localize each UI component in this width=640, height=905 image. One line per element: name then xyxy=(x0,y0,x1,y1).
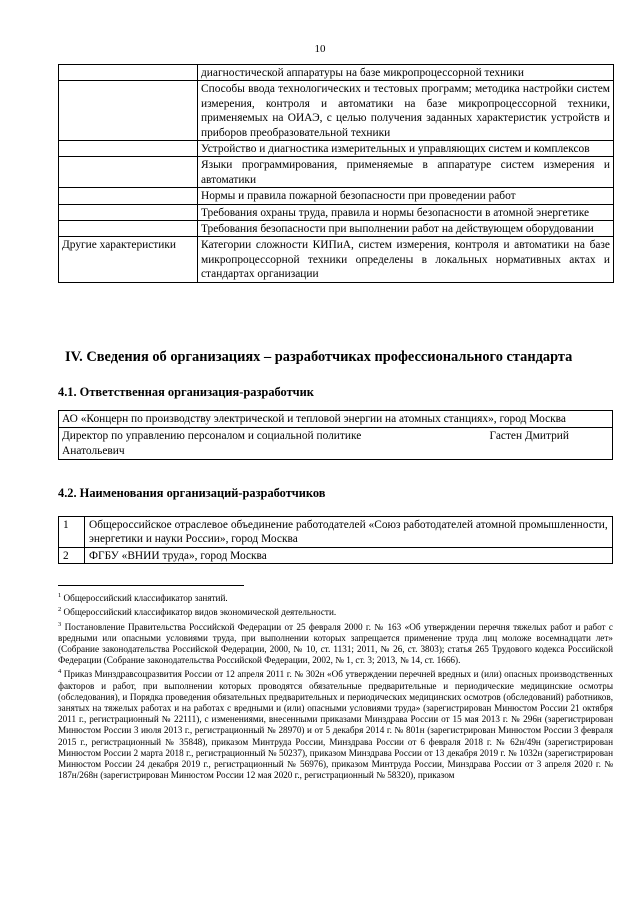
footnote xyxy=(58,604,613,618)
table-row xyxy=(59,65,614,81)
footnotes xyxy=(58,590,613,782)
table-cell-label xyxy=(59,188,198,204)
footnote-text: Общероссийский классификатор видов экономической деятельности. xyxy=(63,607,337,618)
table-cell-label xyxy=(59,221,198,237)
footnote-text: Постановление Правительства Российской Федерации от 25 февраля 2000 г. № 163 «Об утверждении перечня тяжелых работ и работ с вредными или опасными условиями труда, при выполнении которых запрещается применение труда лиц моложе восемнадцати лет» (Собрание законодательства Российской Федерации, 2000, № 10, ст. 1131; 2011, № 26, ст. 3803); статья 265 Трудового кодекса Российской Федерации (Собрание законодательства Российской Федерации, 2002, № 1, ст. 3; 2013, № 14, ст. 1666). xyxy=(58,621,613,666)
table-cell-text: диагностической аппаратуры на базе микропроцессорной техники xyxy=(198,65,614,81)
footnote-text: Приказ Минздравсоцразвития России от 12 апреля 2011 г. № 302н «Об утверждении перечней вредных и (или) опасных производственных факторов и работ, при выполнении которых проводятся обязательные предварительные и периодические медицинские осмотры (обследования), и Порядка проведения обязательных предварительных и периодических медицинских осмотров (обследований) работников, занятых на тяжелых работах и на работах с вредными и (или) опасными условиями труда» (зарегистрирован Минюстом России 21 октября 2011 г., регистрационный № 22111), с изменениями, внесенными приказами Минздрава России от 15 мая 2013 г. № 296н (зарегистрирован Минюстом России 3 июля 2013 г., регистрационный № 28970) и от 5 декабря 2014 г. № 801н (зарегистрирован Минюстом России 3 февраля 2015 г., регистрационный № 35848), приказом Минтруда России, Минздрава России от 6 февраля 2018 г. № 62н/49н (зарегистрирован Минюстом России 2 марта 2018 г., регистрационный № 50237), приказом Минздрава России от 13 декабря 2019 г. № 1032н (зарегистрирован Минюстом России 24 декабря 2019 г., регистрационный № 56976), приказом Минтруда России, Минздрава России от 3 апреля 2020 г. № 187н/268н (зарегистрирован Минюстом России 12 мая 2020 г., регистрационный № 58320), приказом xyxy=(58,669,613,781)
qualification-table xyxy=(58,64,614,283)
developer-org-name: Общероссийское отраслевое объединение работодателей «Союз работодателей атомной промышленности, энергетики и науки России», город Москва xyxy=(85,517,613,548)
table-cell-text: Языки программирования, применяемые в аппаратуре систем измерения и автоматики xyxy=(198,157,614,188)
table-row xyxy=(59,188,614,204)
footnote-marker: 4 xyxy=(58,668,62,676)
table-row xyxy=(59,547,613,563)
director-position: Директор по управлению персоналом и социальной политике xyxy=(62,430,362,443)
table-row xyxy=(59,517,613,548)
org-name: АО «Концерн по производству электрической и тепловой энергии на атомных станциях», город Москва xyxy=(59,411,613,428)
table-cell-text: Требования безопасности при выполнении работ на действующем оборудовании xyxy=(198,221,614,237)
signatory-cell xyxy=(59,428,613,460)
row-number: 1 xyxy=(59,517,85,548)
table-cell-label xyxy=(59,204,198,220)
developer-orgs-table xyxy=(58,516,613,564)
table-cell-label xyxy=(59,141,198,157)
table-cell-label xyxy=(59,157,198,188)
table-cell-label xyxy=(59,65,198,81)
table-row xyxy=(59,428,613,460)
table-row xyxy=(59,237,614,282)
section-title: IV. Сведения об организациях – разработчиках профессионального стандарта xyxy=(65,349,573,365)
row-number: 2 xyxy=(59,547,85,563)
table-cell-label: Другие характеристики xyxy=(59,237,198,282)
developer-org-name: ФГБУ «ВНИИ труда», город Москва xyxy=(85,547,613,563)
footnote-marker: 1 xyxy=(58,592,62,599)
table-cell-text: Категории сложности КИПиА, систем измерения, контроля и автоматики на базе микропроцессорной техники определены в локальных нормативных актах и стандартах организации xyxy=(198,237,614,282)
table-cell-label xyxy=(59,81,198,141)
footnote xyxy=(58,666,613,781)
table-row xyxy=(59,411,613,428)
table-cell-text: Нормы и правила пожарной безопасности при проведении работ xyxy=(198,188,614,204)
table-cell-text: Способы ввода технологических и тестовых программ; методика настройки систем измерения, контроля и автоматики на базе микропроцессорной техники, применяемых на ОИАЭ, с целью получения заданных характеристик устройств и приборов преобразовательной техники xyxy=(198,81,614,141)
director-name-second: Анатольевич xyxy=(62,444,125,457)
responsible-org-table xyxy=(58,410,613,460)
table-row xyxy=(59,221,614,237)
subsection-title-developers: 4.2. Наименования организаций-разработчиков xyxy=(58,486,326,500)
table-cell-text: Устройство и диагностика измерительных и управляющих систем и комплексов xyxy=(198,141,614,157)
footnote-marker: 2 xyxy=(58,606,62,614)
table-cell-text: Требования охраны труда, правила и нормы безопасности в атомной энергетике xyxy=(198,204,614,220)
subsection-title-responsible: 4.1. Ответственная организация-разработчик xyxy=(58,385,314,399)
table-row xyxy=(59,141,614,157)
table-row xyxy=(59,204,614,220)
table-row xyxy=(59,157,614,188)
footnote-text: Общероссийский классификатор занятий. xyxy=(63,593,228,604)
page-number: 10 xyxy=(314,43,326,55)
footnote-marker: 3 xyxy=(58,620,62,628)
table-row xyxy=(59,81,614,141)
footnote xyxy=(58,590,613,604)
footnote-divider xyxy=(58,585,244,586)
director-name: Гастен Дмитрий xyxy=(489,430,569,443)
footnote xyxy=(58,619,613,667)
